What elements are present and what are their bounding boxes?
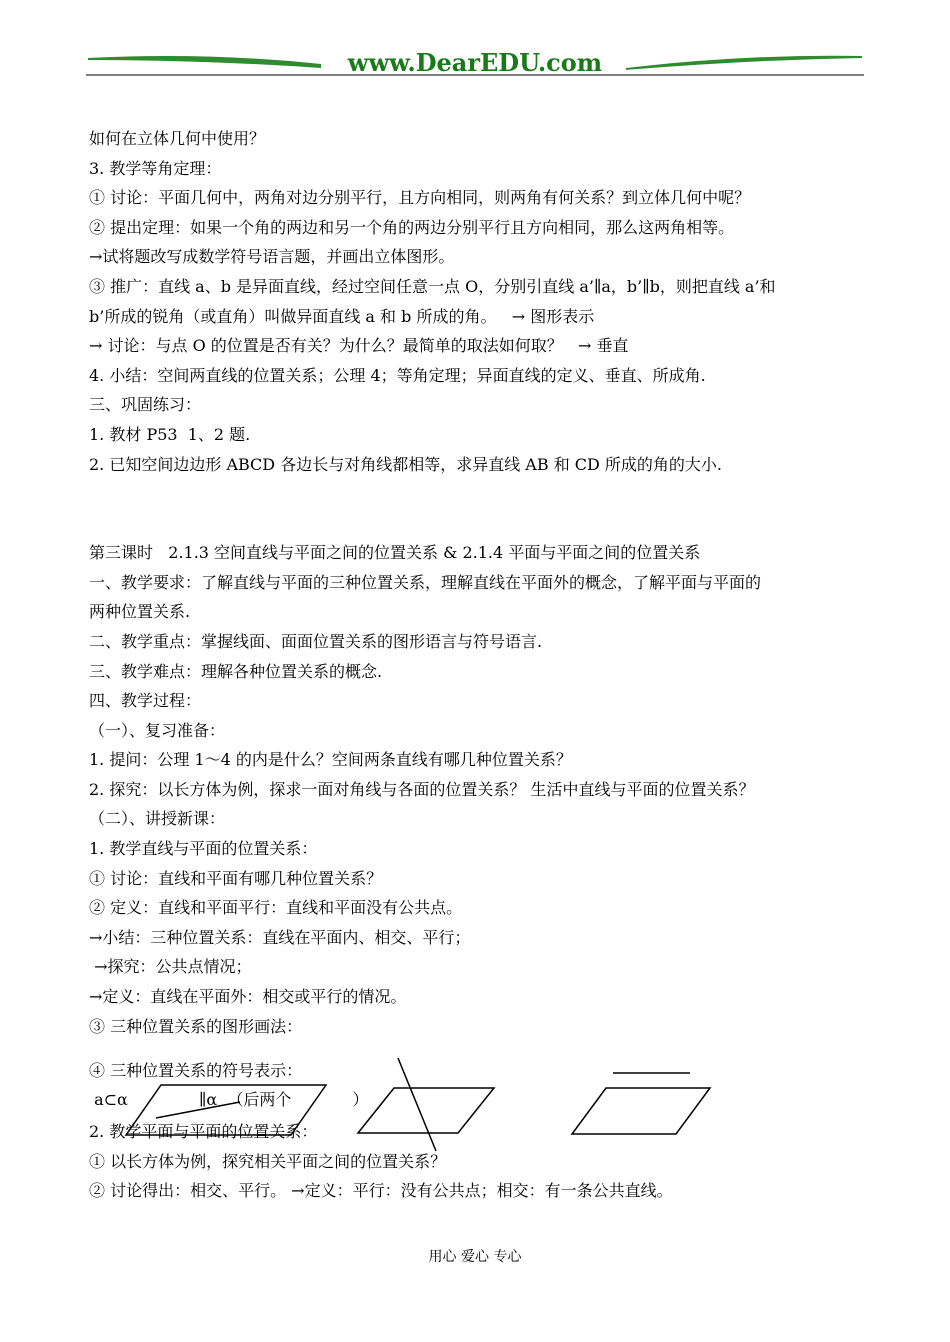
section-heading: 三、巩固练习： [89, 395, 202, 415]
text-line: →探究：公共点情况； [89, 957, 252, 977]
figure-line-in-plane [126, 1085, 326, 1135]
text-line: ② 提出定理：如果一个角的两边和另一个角的两边分别平行且方向相同，那么这两角相等。 [89, 217, 735, 237]
text-line: b’所成的锐角（或直角）叫做异面直线 a 和 b 所成的角。 → 图形表示 [89, 306, 595, 326]
figures-svg [86, 1050, 736, 1160]
text-line: 三、教学难点：理解各种位置关系的概念. [89, 661, 383, 681]
line-plane-figures [86, 1050, 736, 1160]
paragraph-gap [89, 479, 879, 538]
text-line: 2. 已知空间边边形 ABCD 各边长与对角线都相等，求异直线 AB 和 CD 所成的角的大小. [89, 454, 723, 474]
text-line: ② 讨论得出：相交、平行。 →定义：平行：没有公共点；相交：有一条公共直线。 [89, 1181, 673, 1201]
document-body [89, 124, 879, 1206]
text-line: ① 讨论：平面几何中，两角对边分别平行，且方向相同，则两角有何关系？到立体几何中呢？ [89, 188, 751, 208]
plane-parallelogram-3 [572, 1088, 710, 1134]
subsection-heading: （二）、讲授新课： [89, 809, 226, 829]
text-line: 2. 探究：以长方体为例，探求一面对角线与各面的位置关系？ 生活中直线与平面的位置关系？ [89, 779, 755, 799]
figure-line-intersect-plane [358, 1058, 494, 1151]
text-line: 两种位置关系. [89, 602, 191, 622]
text-line: 一、教学要求：了解直线与平面的三种位置关系，理解直线在平面外的概念，了解平面与平面的 [89, 572, 762, 592]
text-line: 1. 教材 P53 1、2 题. [89, 424, 251, 444]
text-line: 4. 小结：空间两直线的位置关系；公理 4；等角定理；异面直线的定义、垂直、所成角. [89, 365, 706, 385]
site-header [86, 44, 864, 80]
site-header-banner [86, 44, 864, 80]
symbol-notation-detail: a⊂α ∥α （后两个 ） [89, 1090, 369, 1110]
page-footer: 用心 爱心 专心 [428, 1249, 522, 1265]
text-line: →定义：直线在平面外：相交或平行的情况。 [89, 987, 407, 1007]
text-line: 2. 教学平面与平面的位置关系： [89, 1122, 318, 1142]
text-line: 二、教学重点：掌握线面、面面位置关系的图形语言与符号语言. [89, 631, 543, 651]
figure-line-parallel-plane [572, 1073, 710, 1134]
plane-parallelogram-1 [126, 1085, 326, 1135]
text-line: 如何在立体几何中使用？ [89, 129, 266, 148]
text-line: →小结：三种位置关系：直线在平面内、相交、平行； [89, 927, 471, 947]
text-line: ① 讨论：直线和平面有哪几种位置关系？ [89, 868, 383, 888]
text-line: ③ 推广：直线 a、b 是异面直线，经过空间任意一点 O，分别引直线 a’∥a，b’∥b，则把直线 a’和 [89, 276, 776, 296]
symbol-notation-line: ④ 三种位置关系的符号表示： [89, 1061, 303, 1081]
text-line: ③ 三种位置关系的图形画法： [89, 1016, 303, 1036]
subsection-heading: （一）、复习准备： [89, 720, 226, 740]
text-line: → 讨论：与点 O 的位置是否有关？为什么？最简单的取法如何取？ → 垂直 [89, 336, 629, 356]
text-line: ② 定义：直线和平面平行：直线和平面没有公共点。 [89, 898, 463, 918]
lesson-title: 第三课时 2.1.3 空间直线与平面之间的位置关系 & 2.1.4 平面与平面之间的位置关系 [89, 543, 701, 563]
text-line: 1. 教学直线与平面的位置关系： [89, 839, 318, 859]
text-line: 3. 教学等角定理： [89, 158, 222, 178]
line-in-plane [156, 1102, 240, 1118]
text-line: 1. 提问：公理 1～4 的内是什么？空间两条直线有哪几种位置关系？ [89, 750, 572, 770]
site-logo-text: www.DearEDU.com [347, 48, 603, 77]
text-line: →试将题改写成数学符号语言题，并画出立体图形。 [89, 247, 455, 267]
intersecting-line [398, 1058, 436, 1151]
text-line: ① 以长方体为例，探究相关平面之间的位置关系？ [89, 1151, 447, 1171]
section-heading: 四、教学过程： [89, 691, 202, 711]
